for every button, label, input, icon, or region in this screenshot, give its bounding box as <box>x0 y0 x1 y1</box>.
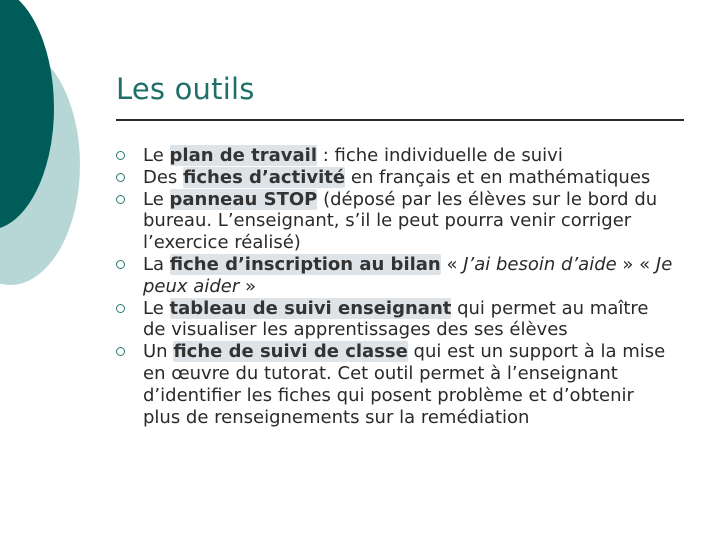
list-item: Un fiche de suivi de classe qui est un support à la mise en œuvre du tutorat. Cet outil permet à l’enseignant d’identifier les fiches qui posent problème et d’obtenir plus de renseignements sur la remédiation <box>116 341 676 428</box>
list-item: La fiche d’inscription au bilan « J’ai besoin d’aide » « Je peux aider » <box>116 254 676 298</box>
circle-bullet-icon <box>116 347 125 356</box>
circle-bullet-icon <box>116 195 125 204</box>
italic-quote: J’ai besoin d’aide <box>463 253 617 275</box>
highlighted-term: plan de travail <box>169 145 318 166</box>
circle-bullet-icon <box>116 151 125 160</box>
list-item: Le plan de travail : fiche individuelle de suivi <box>116 145 676 167</box>
circle-bullet-icon <box>116 173 125 182</box>
slide-title: Les outils <box>116 72 255 106</box>
circle-bullet-icon <box>116 260 125 269</box>
highlighted-term: fiche de suivi de classe <box>173 341 408 363</box>
highlighted-term: tableau de suivi enseignant <box>169 297 452 319</box>
italic-quote: Je peux aider <box>143 253 673 297</box>
list-item: Des fiches d’activité en français et en mathématiques <box>116 167 676 189</box>
circle-bullet-icon <box>116 304 125 313</box>
highlighted-term: fiche d’inscription au bilan <box>169 253 441 275</box>
title-divider <box>116 119 684 121</box>
highlighted-term: fiches d’activité <box>183 166 346 188</box>
highlighted-term: panneau STOP <box>169 188 318 210</box>
bullet-list <box>116 145 676 428</box>
list-item: Le tableau de suivi enseignant qui permet au maître de visualiser les apprentissages des ses élèves <box>116 298 676 342</box>
list-item: Le panneau STOP (déposé par les élèves sur le bord du bureau. L’enseignant, s’il le peut pourra venir corriger l’exercice réalisé) <box>116 189 676 254</box>
